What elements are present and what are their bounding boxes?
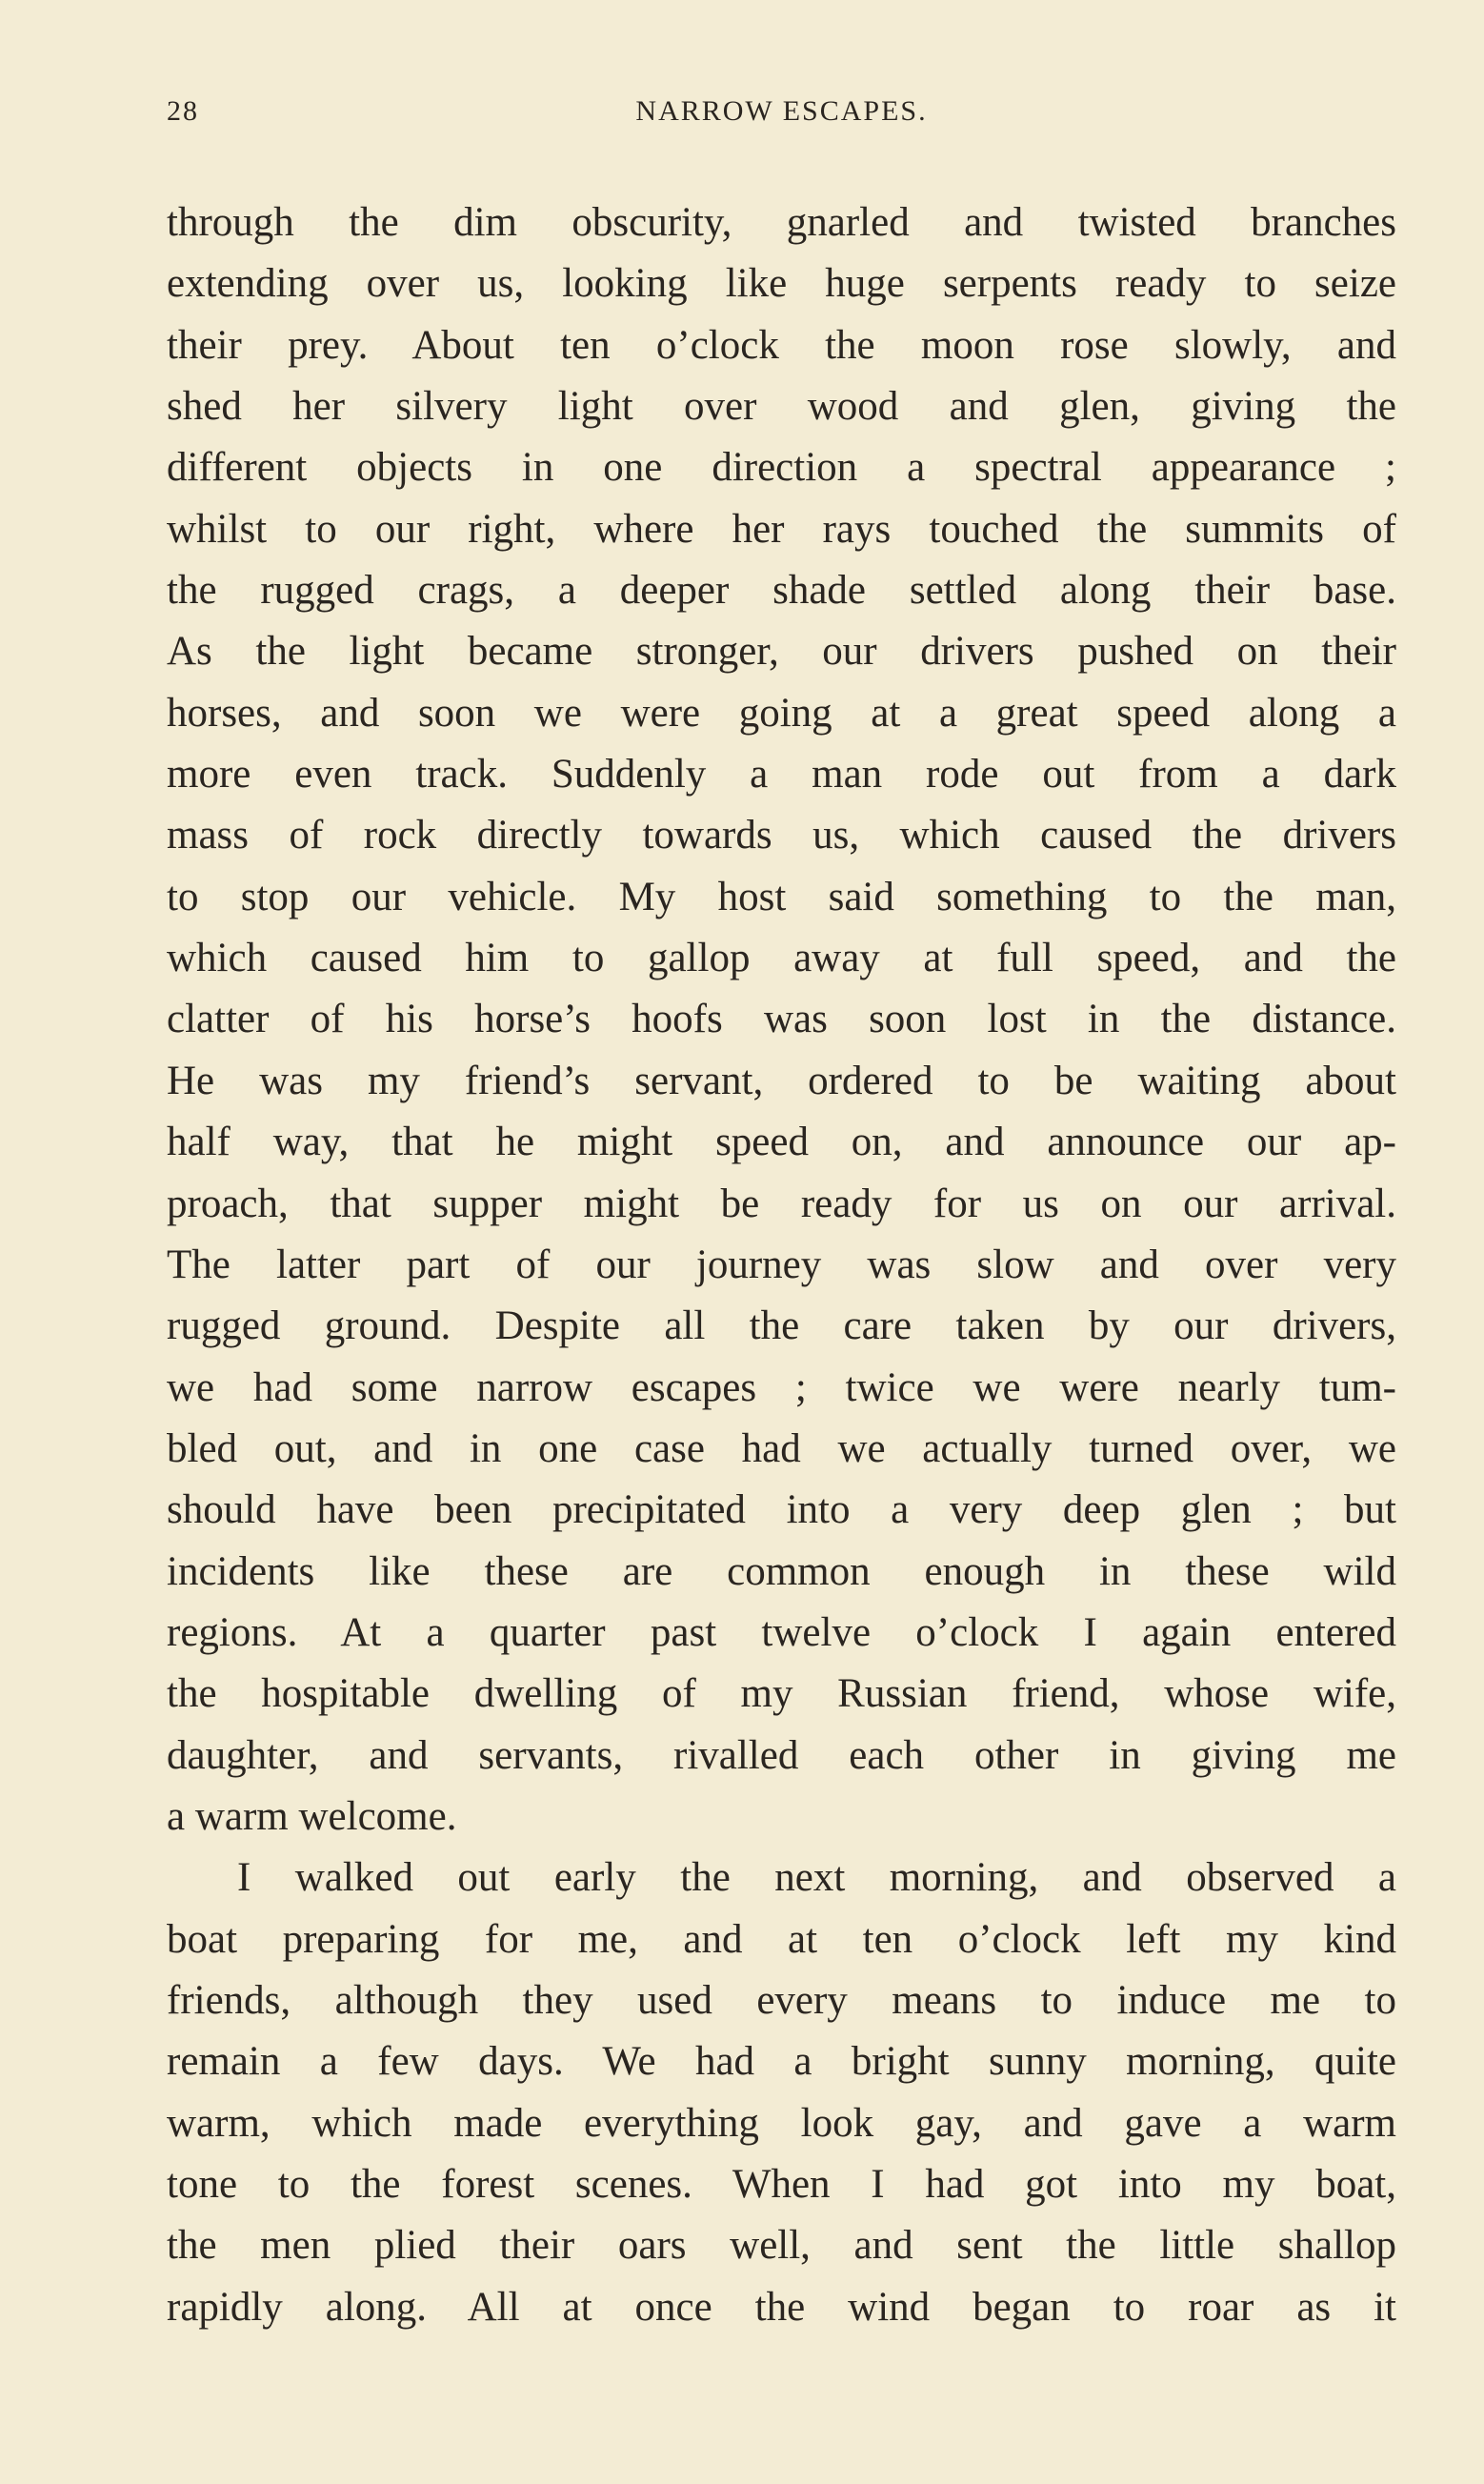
text-line: more even track. Suddenly a man rode out from a dark xyxy=(167,752,1396,798)
text-line: remain a few days. We had a bright sunny morning, quite xyxy=(167,2039,1396,2085)
text-line: clatter of his horse’s hoofs was soon lost in the distance. xyxy=(167,997,1396,1042)
text-line: rugged ground. Despite all the care taken by our drivers, xyxy=(167,1303,1396,1349)
text-line: rapidly along. All at once the wind began to roar as it xyxy=(167,2284,1396,2330)
page-number: 28 xyxy=(167,95,199,127)
text-line: the rugged crags, a deeper shade settled along their base. xyxy=(167,568,1396,614)
text-line: I walked out early the next morning, and observed a xyxy=(237,1855,1396,1901)
text-line: their prey. About ten o’clock the moon rose slowly, and xyxy=(167,322,1396,368)
text-line: half way, that he might speed on, and announce our ap- xyxy=(167,1120,1396,1165)
text-line: bled out, and in one case had we actually turned over, we xyxy=(167,1425,1396,1471)
text-line: which caused him to gallop away at full speed, and the xyxy=(167,936,1396,981)
text-line: we had some narrow escapes ; twice we were nearly tum- xyxy=(167,1364,1396,1410)
page-header xyxy=(167,95,1396,141)
text-line: mass of rock directly towards us, which caused the drivers xyxy=(167,813,1396,858)
text-line: should have been precipitated into a very deep glen ; but xyxy=(167,1487,1396,1533)
text-line: regions. At a quarter past twelve o’clock I again entered xyxy=(167,1609,1396,1655)
body-text xyxy=(167,192,1396,2338)
text-line: As the light became stronger, our drivers pushed on their xyxy=(167,629,1396,675)
text-line: the men plied their oars well, and sent the little shallop xyxy=(167,2223,1396,2269)
text-line: to stop our vehicle. My host said something to the man, xyxy=(167,874,1396,919)
text-line: warm, which made everything look gay, and gave a warm xyxy=(167,2100,1396,2146)
text-line: incidents like these are common enough in these wild xyxy=(167,1548,1396,1594)
text-line: the hospitable dwelling of my Russian friend, whose wife, xyxy=(167,1671,1396,1717)
text-line: whilst to our right, where her rays touched the summits of xyxy=(167,506,1396,552)
text-line: shed her silvery light over wood and glen, giving the xyxy=(167,384,1396,430)
text-line: The latter part of our journey was slow and over very xyxy=(167,1242,1396,1287)
running-title: NARROW ESCAPES. xyxy=(635,95,928,127)
text-line: daughter, and servants, rivalled each other in giving me xyxy=(167,1732,1396,1778)
text-line: different objects in one direction a spectral appearance ; xyxy=(167,445,1396,491)
text-line: proach, that supper might be ready for us on our arrival. xyxy=(167,1181,1396,1226)
text-line: through the dim obscurity, gnarled and twisted branches xyxy=(167,200,1396,245)
text-line: boat preparing for me, and at ten o’clock left my kind xyxy=(167,1916,1396,1962)
text-line: friends, although they used every means to induce me to xyxy=(167,1977,1396,2023)
text-line: horses, and soon we were going at a great speed along a xyxy=(167,690,1396,736)
text-line: tone to the forest scenes. When I had got into my boat, xyxy=(167,2162,1396,2207)
text-line: extending over us, looking like huge serpents ready to seize xyxy=(167,261,1396,307)
text-line: a warm welcome. xyxy=(167,1793,457,1839)
text-line: He was my friend’s servant, ordered to be waiting about xyxy=(167,1058,1396,1103)
